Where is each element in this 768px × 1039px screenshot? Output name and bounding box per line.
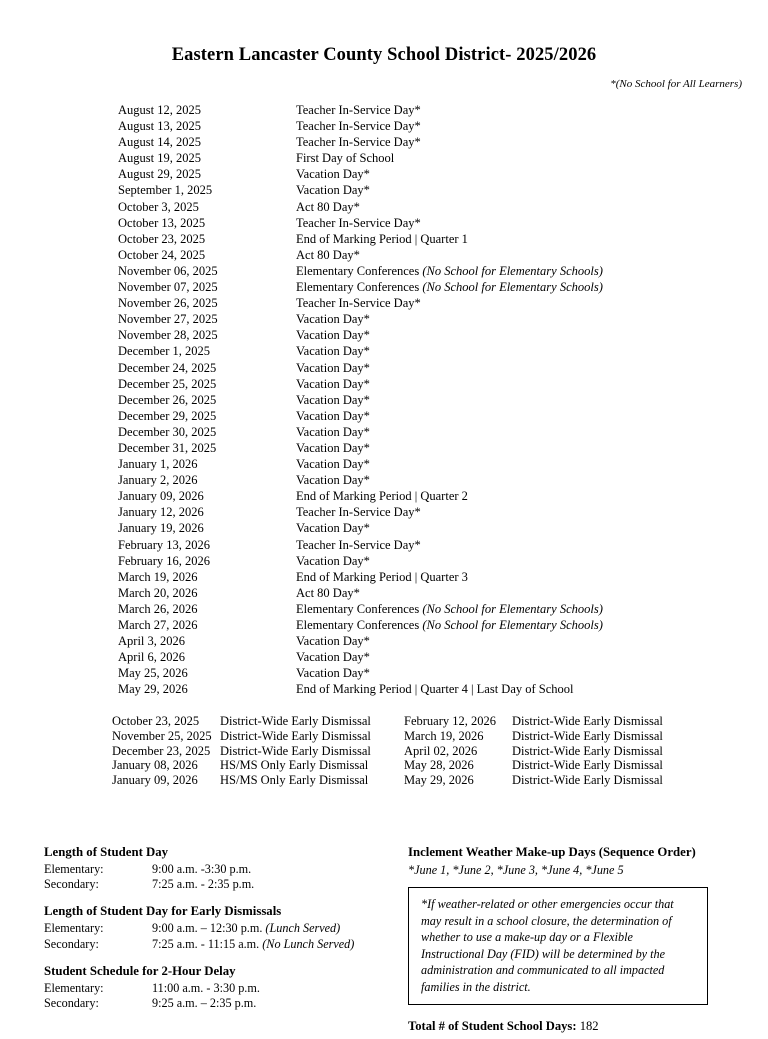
calendar-event (296, 118, 421, 134)
calendar-event-text: End of Marking Period | Quarter 3 (296, 569, 468, 584)
schedule-time-text: 11:00 a.m. - 3:30 p.m. (152, 980, 260, 995)
calendar-event-text: Act 80 Day* (296, 247, 360, 262)
early-dismissal-label: District-Wide Early Dismissal (512, 729, 663, 744)
calendar-row (118, 392, 768, 408)
calendar-event (296, 424, 370, 440)
calendar-row (118, 263, 768, 279)
early-dismissal-date: March 19, 2026 (404, 729, 484, 744)
early-dismissal-date: May 29, 2026 (404, 772, 474, 787)
calendar-row (118, 199, 768, 215)
calendar-event-text: Vacation Day* (296, 376, 370, 391)
calendar-event-text: Teacher In-Service Day* (296, 537, 421, 552)
calendar-row (118, 327, 768, 343)
calendar-event-text: Vacation Day* (296, 167, 370, 182)
calendar-event-text: Vacation Day* (296, 408, 370, 423)
calendar-date: December 26, 2025 (118, 392, 217, 407)
calendar-date: January 12, 2026 (118, 505, 204, 520)
calendar-row (118, 424, 768, 440)
calendar-date: August 13, 2025 (118, 119, 201, 134)
calendar-event (296, 376, 370, 392)
two-hour-delay-block (44, 964, 408, 1011)
early-dismissal-column-left (112, 714, 404, 787)
early-dismissal-section (0, 714, 768, 787)
calendar-event (296, 392, 370, 408)
schedule-row (44, 862, 408, 877)
calendar-event (296, 408, 370, 424)
calendar-event-text: End of Marking Period | Quarter 1 (296, 231, 468, 246)
schedule-time (152, 862, 251, 877)
calendar-row (118, 440, 768, 456)
schedule-level-label: Secondary: (44, 877, 99, 892)
early-dismissal-label: HS/MS Only Early Dismissal (220, 758, 369, 773)
schedule-time (152, 937, 354, 952)
schedule-row (44, 921, 408, 936)
early-dismissal-date: January 09, 2026 (112, 772, 198, 787)
two-hour-delay-rows (44, 981, 408, 1011)
calendar-event (296, 649, 370, 665)
calendar-date: April 6, 2026 (118, 650, 186, 665)
early-dismissal-date: February 12, 2026 (404, 714, 496, 729)
calendar-row (118, 118, 768, 134)
calendar-event (296, 440, 370, 456)
schedule-time-note: (No Lunch Served) (262, 936, 355, 951)
calendar-event-text: Vacation Day* (296, 521, 370, 536)
calendar-row (118, 472, 768, 488)
calendar-date: January 2, 2026 (118, 473, 198, 488)
calendar-date: January 1, 2026 (118, 457, 198, 472)
calendar-event (296, 166, 370, 182)
calendar-event-text: Vacation Day* (296, 666, 370, 681)
calendar-event-text: Elementary Conferences (296, 601, 423, 616)
early-dismissal-column-right (404, 714, 696, 787)
calendar-event-text: Teacher In-Service Day* (296, 103, 421, 117)
calendar-event-text: Vacation Day* (296, 183, 370, 198)
two-hour-delay-heading: Student Schedule for 2-Hour Delay (44, 963, 236, 978)
calendar-row (118, 182, 768, 198)
calendar-event-text: First Day of School (296, 151, 395, 166)
calendar-date: May 29, 2026 (118, 682, 188, 697)
calendar-row (118, 279, 768, 295)
calendar-row (118, 585, 768, 601)
early-dismissal-date: April 02, 2026 (404, 743, 478, 758)
early-dismissal-row (112, 744, 404, 759)
calendar-event-text: Vacation Day* (296, 312, 370, 327)
calendar-date: December 25, 2025 (118, 376, 217, 391)
calendar-row (118, 311, 768, 327)
calendar-row (118, 360, 768, 376)
calendar-event (296, 360, 370, 376)
calendar-row (118, 150, 768, 166)
calendar-row (118, 247, 768, 263)
calendar-event (296, 617, 603, 633)
early-dismissal-date: January 08, 2026 (112, 758, 198, 773)
calendar-event (296, 150, 394, 166)
calendar-event-text: Elementary Conferences (296, 618, 423, 632)
calendar-date: December 30, 2025 (118, 424, 217, 439)
calendar-document (0, 45, 768, 1039)
calendar-row (118, 569, 768, 585)
schedule-time-text: 9:00 a.m. -3:30 p.m. (152, 862, 252, 876)
calendar-event-text: Teacher In-Service Day* (296, 119, 421, 134)
calendar-row (118, 520, 768, 536)
calendar-date: October 24, 2025 (118, 247, 206, 262)
calendar-event-text: Elementary Conferences (296, 280, 423, 295)
calendar-date: September 1, 2025 (118, 183, 213, 198)
calendar-row (118, 166, 768, 182)
early-dismissal-row (112, 729, 404, 744)
calendar-event (296, 134, 421, 150)
calendar-event-note: (No School for Elementary Schools) (422, 280, 603, 295)
early-dismissal-row (112, 773, 404, 788)
schedule-level-label: Elementary: (44, 921, 104, 936)
schedule-time (152, 921, 340, 936)
calendar-date: December 24, 2025 (118, 360, 217, 375)
calendar-date: August 14, 2025 (118, 135, 201, 150)
early-dismissal-row (404, 758, 696, 773)
calendar-event-text: Elementary Conferences (296, 263, 423, 278)
calendar-event-text: End of Marking Period | Quarter 2 (296, 489, 468, 504)
schedule-level-label: Elementary: (44, 862, 104, 876)
calendar-row (118, 488, 768, 504)
calendar-event (296, 295, 421, 311)
calendar-event (296, 681, 574, 697)
calendar-date: December 29, 2025 (118, 408, 217, 423)
calendar-date: October 23, 2025 (118, 231, 206, 246)
schedule-time-text: 9:25 a.m. – 2:35 p.m. (152, 996, 257, 1011)
early-dismissal-row (404, 714, 696, 729)
calendar-event (296, 569, 468, 585)
calendar-entry-list (0, 102, 768, 697)
schedule-column (44, 845, 408, 1034)
page-title: Eastern Lancaster County School District- 2025/2026 (171, 45, 597, 65)
calendar-event (296, 182, 370, 198)
calendar-event-text: Teacher In-Service Day* (296, 215, 421, 230)
calendar-event (296, 633, 370, 649)
calendar-row (118, 343, 768, 359)
calendar-row (118, 633, 768, 649)
calendar-event-text: Vacation Day* (296, 328, 370, 343)
early-dismissal-row (404, 729, 696, 744)
calendar-event-text: Vacation Day* (296, 344, 370, 359)
calendar-event (296, 585, 360, 601)
calendar-event (296, 537, 421, 553)
calendar-event-text: Vacation Day* (296, 457, 370, 472)
total-student-days-value: 182 (579, 1019, 599, 1033)
schedule-level-label: Secondary: (44, 936, 99, 951)
calendar-event-text: Vacation Day* (296, 553, 370, 568)
early-dismissal-day-block (44, 904, 408, 951)
calendar-row (118, 295, 768, 311)
calendar-event (296, 263, 603, 279)
calendar-event-text: Teacher In-Service Day* (296, 505, 421, 520)
early-dismissal-label: District-Wide Early Dismissal (512, 714, 663, 729)
early-dismissal-label: HS/MS Only Early Dismissal (220, 772, 369, 787)
calendar-row (118, 504, 768, 520)
calendar-row (118, 681, 768, 697)
calendar-date: December 1, 2025 (118, 344, 210, 359)
calendar-date: February 13, 2026 (118, 537, 210, 552)
calendar-date: August 12, 2025 (118, 103, 201, 117)
calendar-row (118, 215, 768, 231)
calendar-date: October 3, 2025 (118, 199, 199, 214)
footer-sections (0, 845, 768, 1034)
calendar-event (296, 343, 370, 359)
calendar-event-note: (No School for Elementary Schools) (422, 601, 603, 616)
length-of-student-day-block (44, 845, 408, 892)
schedule-level-label: Elementary: (44, 980, 104, 995)
calendar-event (296, 199, 360, 215)
calendar-event-note: (No School for Elementary Schools) (422, 618, 603, 632)
calendar-date: March 27, 2026 (118, 618, 198, 632)
calendar-event (296, 665, 370, 681)
schedule-row (44, 877, 408, 892)
calendar-row (118, 134, 768, 150)
calendar-event (296, 215, 421, 231)
calendar-event (296, 553, 370, 569)
calendar-row (118, 553, 768, 569)
early-dismissal-day-rows (44, 921, 408, 951)
length-of-student-day-rows (44, 862, 408, 892)
calendar-row (118, 376, 768, 392)
calendar-row (118, 231, 768, 247)
calendar-row (118, 617, 768, 633)
total-student-days-label: Total # of Student School Days: (408, 1019, 577, 1033)
calendar-event-text: Vacation Day* (296, 392, 370, 407)
calendar-event-text: Teacher In-Service Day* (296, 296, 421, 311)
early-dismissal-label: District-Wide Early Dismissal (512, 772, 663, 787)
calendar-row (118, 649, 768, 665)
schedule-time-note: (Lunch Served) (265, 921, 341, 936)
calendar-row (118, 408, 768, 424)
early-dismissal-row (404, 773, 696, 788)
calendar-date: August 29, 2025 (118, 167, 201, 182)
calendar-event-text: End of Marking Period | Quarter 4 | Last Day of School (296, 682, 574, 697)
calendar-event-text: Vacation Day* (296, 440, 370, 455)
calendar-row (118, 456, 768, 472)
calendar-date: December 31, 2025 (118, 440, 217, 455)
calendar-date: May 25, 2026 (118, 666, 188, 681)
calendar-event-text: Vacation Day* (296, 360, 370, 375)
schedule-row (44, 996, 408, 1011)
length-of-student-day-heading: Length of Student Day (44, 845, 169, 859)
total-student-days (408, 1019, 738, 1034)
calendar-date: November 06, 2025 (118, 263, 218, 278)
schedule-time-text: 7:25 a.m. - 2:35 p.m. (152, 877, 255, 892)
calendar-event (296, 279, 603, 295)
calendar-event-text: Vacation Day* (296, 650, 370, 665)
calendar-event-text: Teacher In-Service Day* (296, 135, 421, 150)
early-dismissal-row (112, 758, 404, 773)
calendar-event-text: Act 80 Day* (296, 199, 360, 214)
calendar-date: November 28, 2025 (118, 328, 218, 343)
inclement-weather-heading: Inclement Weather Make-up Days (Sequence Order) (408, 845, 696, 859)
schedule-time (152, 877, 254, 892)
calendar-date: October 13, 2025 (118, 215, 206, 230)
schedule-level-label: Secondary: (44, 996, 99, 1011)
calendar-date: August 19, 2025 (118, 151, 201, 166)
early-dismissal-date: December 23, 2025 (112, 743, 211, 758)
early-dismissal-date: November 25, 2025 (112, 729, 212, 744)
early-dismissal-day-heading: Length of Student Day for Early Dismissals (44, 904, 282, 919)
calendar-row (118, 537, 768, 553)
early-dismissal-label: District-Wide Early Dismissal (220, 743, 371, 758)
calendar-event (296, 311, 370, 327)
calendar-date: March 20, 2026 (118, 585, 198, 600)
calendar-event (296, 102, 421, 118)
inclement-weather-days: *June 1, *June 2, *June 3, *June 4, *June 5 (408, 863, 624, 877)
early-dismissal-label: District-Wide Early Dismissal (220, 714, 371, 729)
calendar-event-text: Vacation Day* (296, 473, 370, 488)
calendar-event (296, 231, 468, 247)
calendar-date: April 3, 2026 (118, 634, 186, 649)
early-dismissal-date: May 28, 2026 (404, 758, 474, 773)
calendar-date: November 07, 2025 (118, 280, 218, 295)
calendar-row (118, 102, 768, 118)
early-dismissal-label: District-Wide Early Dismissal (220, 729, 371, 744)
calendar-date: March 19, 2026 (118, 569, 198, 584)
schedule-row (44, 937, 408, 952)
calendar-date: November 27, 2025 (118, 312, 218, 327)
calendar-event-text: Act 80 Day* (296, 585, 360, 600)
calendar-row (118, 601, 768, 617)
inclement-weather-column (408, 845, 738, 1034)
calendar-event (296, 327, 370, 343)
early-dismissal-row (112, 714, 404, 729)
calendar-event (296, 472, 370, 488)
calendar-date: January 09, 2026 (118, 489, 204, 504)
early-dismissal-date: October 23, 2025 (112, 714, 200, 729)
calendar-event (296, 456, 370, 472)
calendar-event-text: Vacation Day* (296, 634, 370, 649)
calendar-date: March 26, 2026 (118, 601, 198, 616)
schedule-time-text: 7:25 a.m. - 11:15 a.m. (152, 936, 263, 951)
calendar-event (296, 247, 360, 263)
calendar-event (296, 520, 370, 536)
inclement-weather-note-box: *If weather-related or other emergencies occur that may result in a school closure, the determination of whether to use a make-up day or a Flexible Instructional Day (FID) will be determined by the administration and communicated to all impacted families in the district. (408, 887, 708, 1005)
early-dismissal-label: District-Wide Early Dismissal (512, 743, 663, 758)
schedule-time (152, 996, 256, 1011)
calendar-row (118, 665, 768, 681)
asterisk-legend: *(No School for All Learners) (610, 78, 742, 90)
schedule-time-text: 9:00 a.m. – 12:30 p.m. (152, 921, 266, 936)
calendar-event (296, 601, 603, 617)
calendar-event (296, 504, 421, 520)
calendar-event-note: (No School for Elementary Schools) (422, 263, 603, 278)
calendar-date: February 16, 2026 (118, 553, 210, 568)
calendar-date: January 19, 2026 (118, 521, 204, 536)
calendar-date: November 26, 2025 (118, 296, 218, 311)
calendar-event-text: Vacation Day* (296, 424, 370, 439)
calendar-event (296, 488, 468, 504)
early-dismissal-row (404, 744, 696, 759)
early-dismissal-label: District-Wide Early Dismissal (512, 758, 663, 773)
